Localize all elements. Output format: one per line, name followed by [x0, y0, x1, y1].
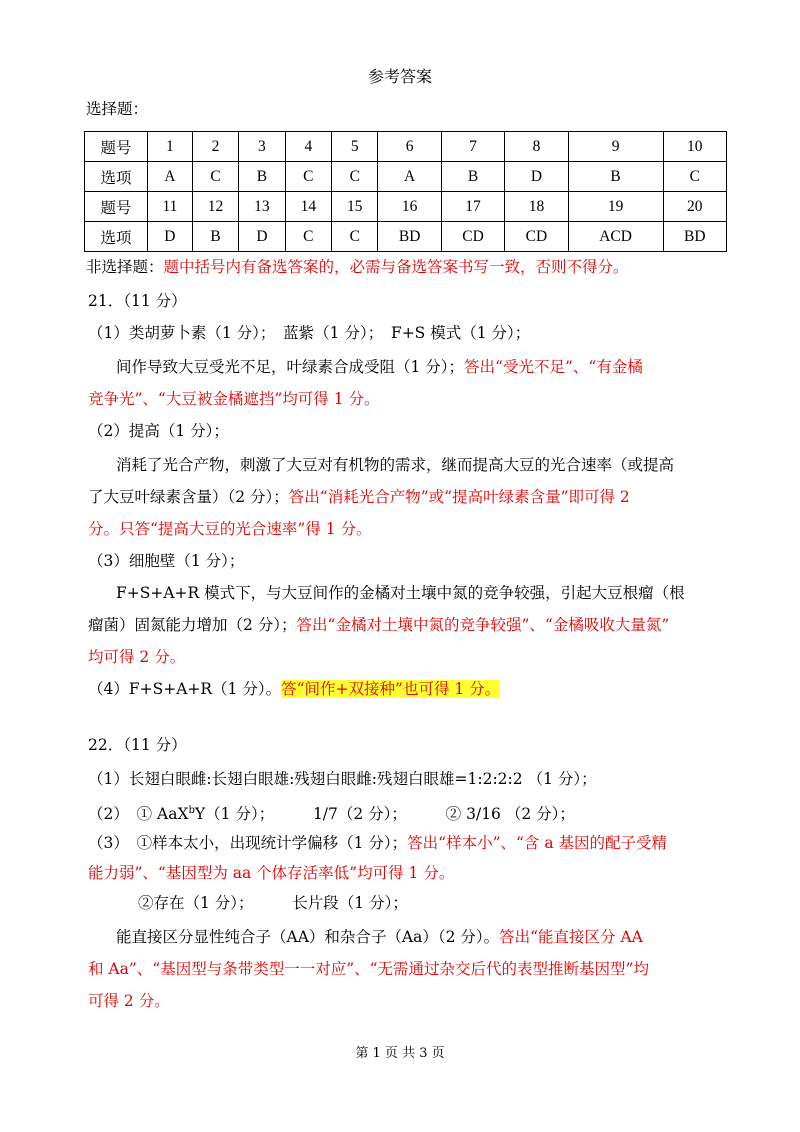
q21-p4 — [88, 678, 500, 700]
table-row — [85, 192, 727, 222]
table-cell: 4 — [285, 132, 331, 162]
q21-p1b-scoring: 答出“受光不足”、“有金橘 — [464, 358, 643, 376]
q21-p2b: 消耗了光合产物，刺激了大豆对有机物的需求，继而提高大豆的光合速率（或提高 — [116, 456, 675, 474]
table-cell: 3 — [239, 132, 285, 162]
table-cell: CD — [505, 222, 568, 252]
table-cell: C — [332, 162, 378, 192]
table-row-label: 题号 — [85, 192, 148, 222]
table-cell: 8 — [505, 132, 568, 162]
table-cell: D — [148, 222, 193, 252]
table-row — [85, 162, 727, 192]
q21-p3d: 均可得 2 分。 — [88, 648, 186, 666]
q22-p2-a: （2） ① AaX — [88, 805, 189, 824]
q22-p3e: 和 Aa”、“基因型与条带类型一一对应”、“无需通过杂交后代的表型推断基因型”均 — [88, 960, 649, 978]
table-row-label: 题号 — [85, 132, 148, 162]
q22-p3f: 可得 2 分。 — [88, 992, 170, 1010]
table-cell: D — [239, 222, 285, 252]
table-cell: 16 — [378, 192, 441, 222]
nonchoice-label: 非选择题： — [86, 258, 164, 276]
section-choice-label: 选择题： — [86, 100, 149, 118]
q22-p2 — [88, 800, 575, 825]
q22-p3-text: （3） ①样本太小，出现统计学偏移（1 分）； — [88, 834, 408, 852]
table-cell: 1 — [148, 132, 193, 162]
table-row — [85, 132, 727, 162]
table-cell: A — [378, 162, 441, 192]
answer-table — [84, 131, 727, 252]
table-cell: C — [285, 222, 331, 252]
table-cell: CD — [441, 222, 504, 252]
q21-p2: （2）提高（1 分）； — [88, 422, 229, 440]
table-cell: B — [192, 222, 238, 252]
q21-p4-highlight: 答“间作+双接种”也可得 1 分。 — [281, 680, 501, 698]
q22-p2-b: Y（1 分）； 1/7（2 分）； ② 3/16 （2 分）； — [194, 805, 575, 824]
table-row — [85, 222, 727, 252]
q22-p3-scoring: 答出“样本小”、“含 a 基因的配子受精 — [407, 834, 668, 852]
q21-p3c — [88, 614, 669, 636]
nonchoice-line — [86, 256, 629, 278]
table-cell: C — [285, 162, 331, 192]
q22-p1: （1）长翅白眼雌:长翅白眼雄:残翅白眼雌:残翅白眼雄=1:2:2:2 （1 分）； — [88, 770, 597, 788]
nonchoice-note: 题中括号内有备选答案的，必需与备选答案书写一致，否则不得分。 — [163, 258, 629, 276]
q22-header: 22．（11 分） — [88, 736, 187, 754]
q21-p3b: F+S+A+R 模式下，与大豆间作的金橘对土壤中氮的竞争较强，引起大豆根瘤（根 — [116, 584, 685, 602]
q21-p3c-scoring: 答出“金橘对土壤中氮的竞争较强”、“金橘吸收大量氮” — [296, 616, 670, 634]
q22-p3c: ②存在（1 分）； 长片段（1 分）； — [138, 894, 408, 912]
q21-p2c-text: 了大豆叶绿素含量）（2 分）； — [88, 488, 289, 506]
table-cell: BD — [663, 222, 726, 252]
table-cell: 7 — [441, 132, 504, 162]
page-footer: 第 1 页 共 3 页 — [355, 1046, 445, 1061]
table-cell: 5 — [332, 132, 378, 162]
q21-p3c-text: 瘤菌）固氮能力增加（2 分）； — [88, 616, 297, 634]
table-cell: C — [663, 162, 726, 192]
table-cell: C — [332, 222, 378, 252]
q22-p3d-scoring: 答出“能直接区分 AA — [499, 928, 643, 946]
table-cell: BD — [378, 222, 441, 252]
q22-p3 — [88, 832, 667, 854]
q22-p3d — [116, 926, 643, 948]
table-row-label: 选项 — [85, 162, 148, 192]
q22-p3d-text: 能直接区分显性纯合子（AA）和杂合子（Aa）（2 分）。 — [116, 928, 500, 946]
table-cell: C — [192, 162, 238, 192]
table-cell: 19 — [568, 192, 663, 222]
q21-p1c: 竞争光”、“大豆被金橘遮挡”均可得 1 分。 — [88, 390, 380, 408]
table-cell: 6 — [378, 132, 441, 162]
table-cell: A — [148, 162, 193, 192]
table-cell: 13 — [239, 192, 285, 222]
q22-p2-sup: b — [188, 805, 195, 816]
page-title: 参考答案 — [367, 67, 432, 86]
table-cell: B — [568, 162, 663, 192]
table-cell: 2 — [192, 132, 238, 162]
table-cell: 20 — [663, 192, 726, 222]
q21-p2d: 分。只答“提高大豆的光合速率”得 1 分。 — [88, 520, 372, 538]
table-cell: 17 — [441, 192, 504, 222]
q21-p4-text: （4）F+S+A+R（1 分）。 — [88, 680, 282, 698]
q21-p2c — [88, 486, 630, 508]
q21-p2c-scoring: 答出“消耗光合产物”或“提高叶绿素含量”即可得 2 — [288, 488, 630, 506]
table-cell: 10 — [663, 132, 726, 162]
table-cell: 9 — [568, 132, 663, 162]
table-cell: 12 — [192, 192, 238, 222]
table-cell: ACD — [568, 222, 663, 252]
table-cell: 11 — [148, 192, 193, 222]
table-cell: 15 — [332, 192, 378, 222]
table-row-label: 选项 — [85, 222, 148, 252]
q21-header: 21．（11 分） — [88, 292, 187, 310]
q21-p1: （1）类胡萝卜素（1 分）； 蓝紫（1 分）； F+S 模式（1 分）； — [88, 324, 531, 342]
table-cell: 14 — [285, 192, 331, 222]
q21-p1b — [116, 356, 643, 378]
table-cell: D — [505, 162, 568, 192]
table-cell: B — [239, 162, 285, 192]
table-cell: 18 — [505, 192, 568, 222]
q21-p1b-text: 间作导致大豆受光不足，叶绿素合成受阻（1 分）； — [116, 358, 465, 376]
q22-p3b: 能力弱”、“基因型为 aa 个体存活率低”均可得 1 分。 — [88, 864, 455, 882]
table-cell: B — [441, 162, 504, 192]
q21-p3: （3）细胞壁（1 分）； — [88, 552, 245, 570]
